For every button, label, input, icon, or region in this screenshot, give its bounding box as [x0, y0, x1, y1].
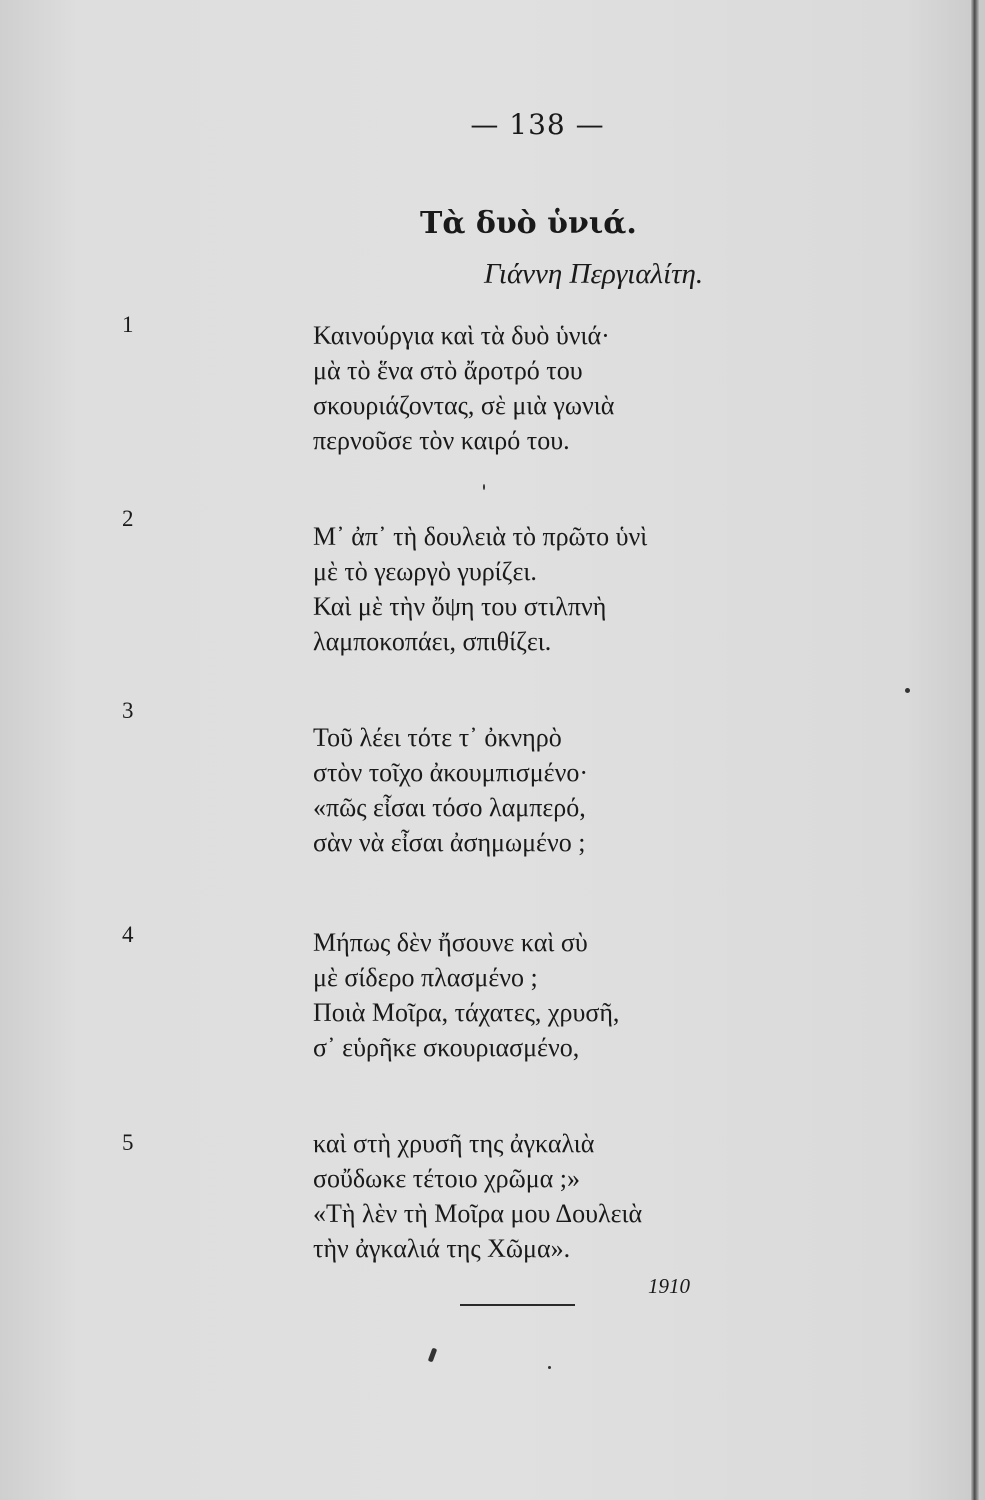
verse-line: τὴν ἀγκαλιά της Χῶμα».: [313, 1234, 571, 1263]
stanza-number: 3: [122, 698, 134, 723]
page-edge: [971, 0, 979, 1500]
verse-line: Μήπως δὲν ἤσουνε καὶ σὺ: [313, 928, 588, 957]
stanza-number: 4: [122, 922, 134, 947]
verse-line: μὲ σίδερο πλασμένο ;: [313, 963, 538, 992]
verse-line: «πῶς εἶσαι τόσο λαμπερό,: [313, 793, 586, 822]
verse-line: σκουριάζοντας, σὲ μιὰ γωνιὰ: [313, 391, 615, 420]
verse-line: Καινούργια καὶ τὰ δυὸ ὑνιά·: [313, 321, 610, 350]
verse-line: σὰν νὰ εἶσαι ἀσημωμένο ;: [313, 828, 586, 857]
ink-speck: [905, 688, 910, 693]
end-rule: [460, 1304, 575, 1306]
stanza: [313, 519, 647, 659]
stanza: [313, 925, 619, 1065]
verse-line: περνοῦσε τὸν καιρό του.: [313, 426, 570, 455]
ink-speck: [428, 1348, 437, 1363]
verse-line: λαμποκοπάει, σπιθίζει.: [313, 627, 552, 656]
verse-line: Μ᾽ ἀπ᾽ τὴ δουλειὰ τὸ πρῶτο ὑνὶ: [313, 522, 648, 551]
verse-line: στὸν τοῖχο ἀκουμπισμένο·: [313, 758, 589, 787]
poem-title: Τὰ δυὸ ὑνιά.: [420, 206, 637, 241]
poem-author: Γιάννη Περγιαλίτη.: [484, 258, 704, 290]
stanza: [313, 720, 588, 860]
stanza-number: 1: [122, 312, 134, 337]
stanza: [313, 318, 614, 458]
verse-line: Ποιὰ Μοῖρα, τάχατες, χρυσῆ,: [313, 998, 620, 1027]
verse-line: σοὔδωκε τέτοιο χρῶμα ;»: [313, 1164, 580, 1193]
verse-line: Καὶ μὲ τὴν ὄψη του στιλπνὴ: [313, 592, 607, 621]
stanza-number: 2: [122, 506, 134, 531]
verse-line: μὰ τὸ ἕνα στὸ ἄροτρό του: [313, 356, 583, 385]
stanza-number: 5: [122, 1130, 134, 1155]
ink-speck: [483, 484, 485, 490]
stanza: [313, 1126, 642, 1266]
page-number: — 138 —: [470, 108, 605, 141]
ink-speck: [548, 1366, 551, 1369]
verse-line: καὶ στὴ χρυσῆ της ἀγκαλιὰ: [313, 1129, 595, 1158]
verse-line: σ᾽ εὑρῆκε σκουριασμένο,: [313, 1033, 580, 1062]
verse-line: «Τὴ λὲν τὴ Μοῖρα μου Δουλειὰ: [313, 1199, 643, 1228]
verse-line: μὲ τὸ γεωργὸ γυρίζει.: [313, 557, 537, 586]
verse-line: Τοῦ λέει τότε τ᾽ ὀκνηρὸ: [313, 723, 562, 752]
poem-date: 1910: [648, 1274, 690, 1298]
